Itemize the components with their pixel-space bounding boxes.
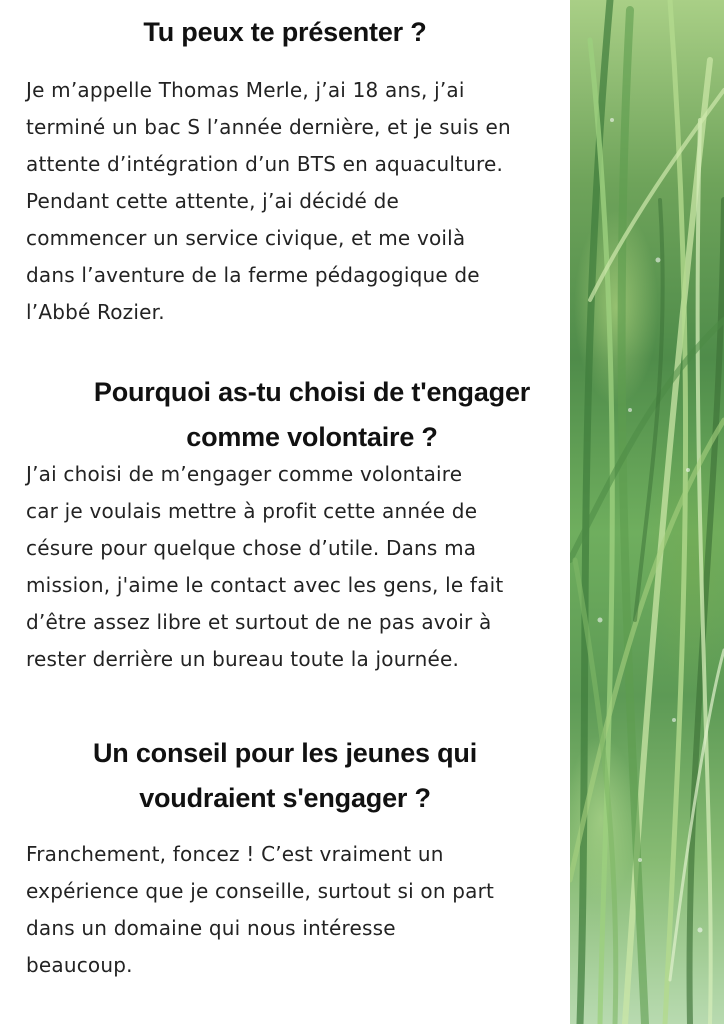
question-line: Un conseil pour les jeunes qui bbox=[92, 738, 478, 768]
answer-presentation bbox=[26, 72, 566, 331]
answer-motivation bbox=[26, 456, 566, 678]
answer-line: attente d’intégration d’un BTS en aquaculture. bbox=[26, 152, 504, 176]
answer-line: car je voulais mettre à profit cette année de bbox=[26, 499, 478, 523]
answer-advice bbox=[26, 836, 566, 984]
grass-blades-image bbox=[570, 0, 724, 1024]
answer-line: commencer un service civique, et me voilà bbox=[26, 226, 466, 250]
question-line: Tu peux te présenter ? bbox=[143, 17, 427, 47]
question-advice bbox=[0, 731, 570, 821]
answer-line: Je m’appelle Thomas Merle, j’ai 18 ans, j’ai bbox=[26, 78, 465, 102]
answer-line: rester derrière un bureau toute la journée. bbox=[26, 647, 460, 671]
grass-photo bbox=[570, 0, 724, 1024]
question-line: comme volontaire ? bbox=[186, 422, 438, 452]
answer-line: l’Abbé Rozier. bbox=[26, 300, 165, 324]
answer-line: terminé un bac S l’année dernière, et je suis en bbox=[26, 115, 511, 139]
answer-line: dans l’aventure de la ferme pédagogique de bbox=[26, 263, 480, 287]
answer-line: mission, j'aime le contact avec les gens, le fait bbox=[26, 573, 504, 597]
question-line: voudraient s'engager ? bbox=[139, 783, 431, 813]
question-presentation bbox=[0, 10, 570, 55]
answer-line: Franchement, foncez ! C’est vraiment un bbox=[26, 842, 444, 866]
answer-line: Pendant cette attente, j’ai décidé de bbox=[26, 189, 399, 213]
question-motivation bbox=[52, 370, 572, 460]
question-line: Pourquoi as-tu choisi de t'engager bbox=[93, 377, 531, 407]
answer-line: beaucoup. bbox=[26, 953, 133, 977]
answer-line: césure pour quelque chose d’utile. Dans ma bbox=[26, 536, 477, 560]
answer-line: d’être assez libre et surtout de ne pas avoir à bbox=[26, 610, 492, 634]
answer-line: J’ai choisi de m’engager comme volontaire bbox=[26, 462, 463, 486]
answer-line: dans un domaine qui nous intéresse bbox=[26, 916, 396, 940]
answer-line: expérience que je conseille, surtout si on part bbox=[26, 879, 495, 903]
